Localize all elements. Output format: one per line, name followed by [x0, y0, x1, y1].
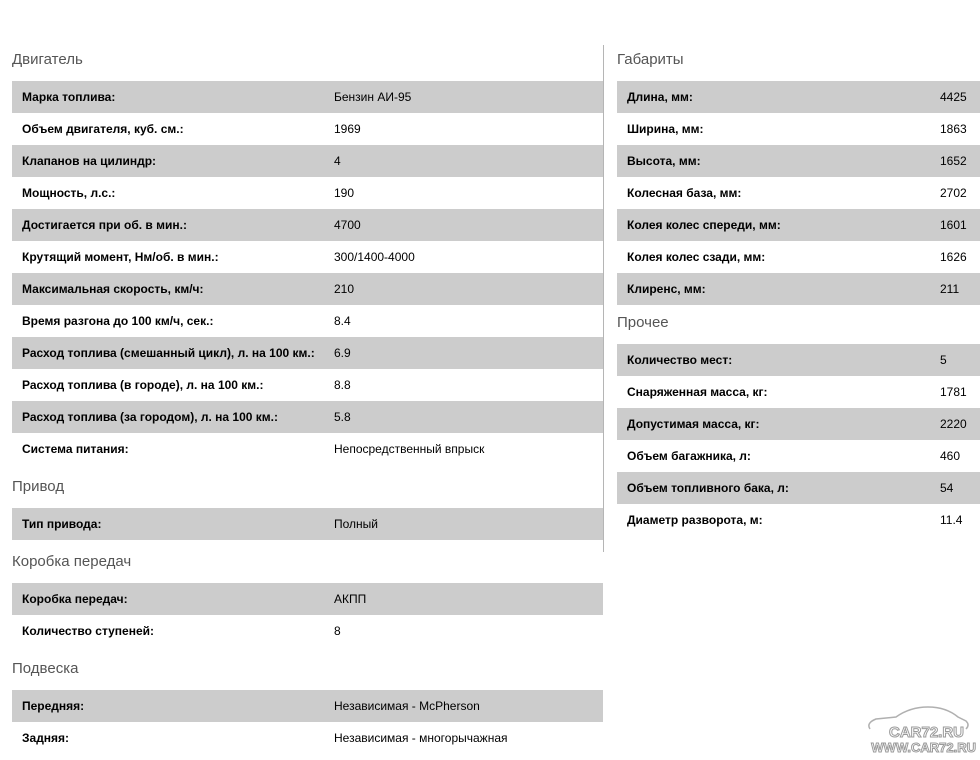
spec-value: Непосредственный впрыск — [334, 442, 485, 456]
spec-label: Расход топлива (за городом), л. на 100 км.: — [22, 410, 278, 424]
spec-row — [12, 145, 603, 177]
spec-table — [12, 508, 603, 540]
column-divider — [603, 45, 604, 552]
spec-value: Независимая - многорычажная — [334, 731, 508, 745]
spec-value: 211 — [940, 282, 960, 296]
spec-label: Время разгона до 100 км/ч, сек.: — [22, 314, 214, 328]
section-gap — [617, 536, 980, 542]
site-watermark — [860, 699, 978, 755]
spec-label: Достигается при об. в мин.: — [22, 218, 187, 232]
spec-label: Количество мест: — [627, 353, 733, 367]
spec-label: Диаметр разворота, м: — [627, 513, 763, 527]
spec-value: 210 — [334, 282, 355, 296]
spec-label: Допустимая масса, кг: — [627, 417, 760, 431]
spec-row — [617, 440, 980, 472]
spec-section — [12, 475, 603, 546]
spec-label: Задняя: — [22, 731, 70, 745]
spec-row — [12, 583, 603, 615]
spec-label: Коробка передач: — [22, 592, 128, 606]
spec-table — [617, 344, 980, 536]
spec-row — [617, 408, 980, 440]
spec-row — [12, 273, 603, 305]
spec-row — [617, 81, 980, 113]
spec-section — [12, 48, 603, 471]
spec-label: Длина, мм: — [627, 90, 693, 104]
spec-row — [617, 504, 980, 536]
spec-row — [12, 369, 603, 401]
spec-row — [617, 145, 980, 177]
spec-label: Объем топливного бака, л: — [627, 481, 789, 495]
spec-row — [12, 241, 603, 273]
spec-row — [617, 209, 980, 241]
spec-label: Снаряженная масса, кг: — [627, 385, 768, 399]
spec-row — [12, 113, 603, 145]
spec-section — [12, 657, 603, 760]
spec-row — [12, 433, 603, 465]
spec-value: 5.8 — [334, 410, 351, 424]
section-title: Подвеска — [12, 660, 79, 677]
section-title: Привод — [12, 478, 65, 495]
spec-label: Высота, мм: — [627, 154, 701, 168]
spec-row — [617, 344, 980, 376]
spec-value: 1969 — [334, 122, 361, 136]
spec-row — [12, 177, 603, 209]
spec-section — [12, 550, 603, 653]
spec-row — [617, 472, 980, 504]
spec-value: АКПП — [334, 592, 367, 606]
spec-value: 1863 — [940, 122, 967, 136]
spec-row — [12, 209, 603, 241]
left-column — [12, 48, 603, 760]
spec-row — [617, 241, 980, 273]
spec-row — [617, 376, 980, 408]
spec-label: Клиренс, мм: — [627, 282, 706, 296]
spec-row — [12, 690, 603, 722]
spec-row — [617, 273, 980, 305]
spec-table — [617, 81, 980, 305]
spec-value: 11.4 — [940, 513, 963, 527]
section-gap — [12, 647, 603, 653]
spec-row — [12, 508, 603, 540]
spec-label: Максимальная скорость, км/ч: — [22, 282, 204, 296]
spec-label: Клапанов на цилиндр: — [22, 154, 157, 168]
spec-value: Независимая - McPherson — [334, 699, 480, 713]
section-gap — [12, 540, 603, 546]
spec-value: 5 — [940, 353, 947, 367]
spec-row — [12, 81, 603, 113]
spec-label: Колея колес сзади, мм: — [627, 250, 766, 264]
spec-value: 4425 — [940, 90, 967, 104]
spec-row — [617, 177, 980, 209]
spec-label: Крутящий момент, Нм/об. в мин.: — [22, 250, 219, 264]
spec-value: 8.8 — [334, 378, 351, 392]
spec-row — [12, 305, 603, 337]
spec-label: Объем багажника, л: — [627, 449, 751, 463]
spec-table — [12, 583, 603, 647]
spec-value: 460 — [940, 449, 961, 463]
spec-value: 6.9 — [334, 346, 351, 360]
spec-table — [12, 690, 603, 754]
right-column — [617, 48, 980, 542]
spec-value: 4700 — [334, 218, 361, 232]
spec-value: 8.4 — [334, 314, 351, 328]
spec-label: Мощность, л.с.: — [22, 186, 116, 200]
spec-label: Объем двигателя, куб. см.: — [22, 122, 184, 136]
spec-label: Передняя: — [22, 699, 85, 713]
spec-label: Колесная база, мм: — [627, 186, 742, 200]
section-title: Прочее — [617, 314, 669, 331]
spec-value: 1626 — [940, 250, 967, 264]
spec-value: 300/1400-4000 — [334, 250, 415, 264]
spec-label: Колея колес спереди, мм: — [627, 218, 781, 232]
spec-value: 2220 — [940, 417, 967, 431]
spec-value: Полный — [334, 517, 378, 531]
section-title: Коробка передач — [12, 553, 132, 570]
spec-label: Система питания: — [22, 442, 129, 456]
spec-value: 54 — [940, 481, 954, 495]
spec-value: 8 — [334, 624, 341, 638]
spec-label: Расход топлива (в городе), л. на 100 км.: — [22, 378, 264, 392]
spec-value: 190 — [334, 186, 355, 200]
spec-row — [12, 337, 603, 369]
spec-label: Тип привода: — [22, 517, 102, 531]
spec-value: 1652 — [940, 154, 967, 168]
spec-row — [617, 113, 980, 145]
spec-value: 1601 — [940, 218, 967, 232]
spec-row — [12, 722, 603, 754]
spec-label: Ширина, мм: — [627, 122, 704, 136]
spec-label: Количество ступеней: — [22, 624, 155, 638]
section-gap — [12, 465, 603, 471]
spec-value: 1781 — [940, 385, 967, 399]
spec-row — [12, 615, 603, 647]
watermark-line2: WWW.CAR72.RU — [871, 740, 976, 755]
spec-table — [12, 81, 603, 465]
spec-value: 2702 — [940, 186, 967, 200]
section-title: Габариты — [617, 51, 684, 68]
spec-value: 4 — [334, 154, 341, 168]
spec-section — [617, 311, 980, 542]
spec-row — [12, 401, 603, 433]
watermark-line1: CAR72.RU — [888, 724, 964, 741]
spec-value: Бензин АИ-95 — [334, 90, 412, 104]
spec-section — [617, 48, 980, 311]
section-title: Двигатель — [12, 51, 83, 68]
spec-label: Расход топлива (смешанный цикл), л. на 100 км.: — [22, 346, 315, 360]
spec-label: Марка топлива: — [22, 90, 116, 104]
